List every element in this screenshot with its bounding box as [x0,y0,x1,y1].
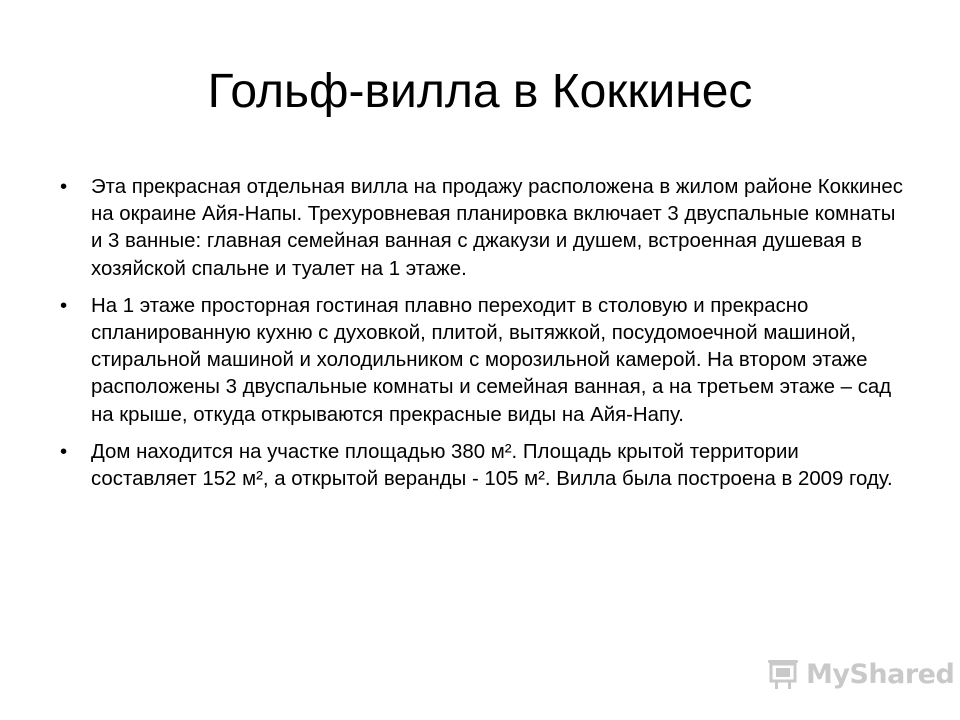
bullet-list [60,174,910,503]
bullet-item [60,439,910,493]
bullet-text: Дом находится на участке площадью 380 м². Площадь крытой территории составляет 152 м², а открытой веранды - 105 м². Вилла была построена в 2009 году. [91,440,893,491]
slide-title: Гольф-вилла в Коккинес [207,65,753,118]
bullet-text: Эта прекрасная отдельная вилла на продажу расположена в жилом районе Коккинес на окраине Айя-Напы. Трехуровневая планировка включает 3 двуспальные комнаты и 3 ванные: главная семейная ванная с джакузи и душем, встроенная душевая в хозяйской спальне и туалет на 1 этаже. [91,176,903,280]
bullet-text: На 1 этаже просторная гостиная плавно переходит в столовую и прекрасно спланированную кухню с духовкой, плитой, вытяжкой, посудомоечной машиной, стиральной машиной и холодильником с морозильной камерой. На втором этаже расположены 3 двуспальные комнаты и семейная ванная, а на третьем этаже – сад на крыше, откуда открываются прекрасные виды на Айя-Напу. [91,294,892,426]
bullet-item [60,293,910,429]
bullet-dot: • [60,176,68,198]
projector-screen-icon [766,657,800,691]
watermark-logo [766,654,954,694]
bullet-dot: • [60,294,68,317]
bullet-dot: • [60,440,68,463]
watermark-text: MyShared [806,658,955,690]
bullet-item [60,174,910,283]
